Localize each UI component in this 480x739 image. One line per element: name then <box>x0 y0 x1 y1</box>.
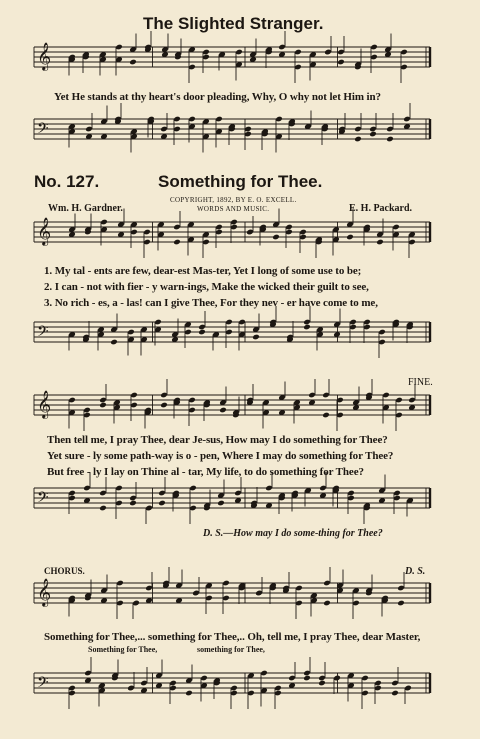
verse-b-line-1: Then tell me, I pray Thee, dear Je-sus, How may I do something for Thee? <box>47 434 388 446</box>
svg-text:𝄢: 𝄢 <box>37 674 49 695</box>
svg-text:𝄞: 𝄞 <box>37 217 52 245</box>
svg-text:𝄢: 𝄢 <box>37 323 49 344</box>
verse-a-line-2: 2. I can - not with fier - y warn-ings, Make the wicked their guilt to see, <box>44 281 369 293</box>
svg-text:𝄢: 𝄢 <box>37 489 49 510</box>
ds-mark: D. S. <box>405 566 426 577</box>
verse-b-line-2: Yet sure - ly some path-way is o - pen, Where I may do something for Thee? <box>47 450 394 462</box>
hymn-title: Something for Thee. <box>158 172 323 191</box>
verse-a-line-1: 1. My tal - ents are few, dear-est Mas-ter, Yet I long of some use to be; <box>44 265 362 277</box>
svg-text:𝄞: 𝄞 <box>37 578 52 606</box>
prev-hymn-lyric: Yet He stands at thy heart's door pleading, Why, O why not let Him in? <box>54 91 381 103</box>
chorus-label: CHORUS. <box>44 566 85 576</box>
fine-mark: FINE. <box>408 377 433 388</box>
chorus-echo-2: something for Thee, <box>197 645 265 654</box>
verse-b-line-3: But free - ly I lay on Thine al - tar, My life, to do something for Thee? <box>47 466 364 478</box>
ds-note: D. S.—How may I do some-thing for Thee? <box>203 528 383 539</box>
verse-a-line-3: 3. No rich - es, a - las! can I give Thee, For they nev - er have come to me, <box>44 297 378 309</box>
svg-text:𝄞: 𝄞 <box>37 42 52 70</box>
composer: E. H. Packard. <box>349 203 413 214</box>
chorus-lyric: Something for Thee,... something for Thee,.. Oh, tell me, I pray Thee, dear Master, <box>44 631 421 643</box>
chorus-echo-1: Something for Thee, <box>88 645 158 654</box>
hymn-number: No. 127. <box>34 172 100 191</box>
svg-text:𝄞: 𝄞 <box>37 390 52 418</box>
svg-text:𝄢: 𝄢 <box>37 120 49 141</box>
prev-hymn-title: The Slighted Stranger. <box>143 14 324 33</box>
words-music: WORDS AND MUSIC. <box>197 205 270 213</box>
copyright: COPYRIGHT, 1892, BY E. O. EXCELL. <box>170 196 297 204</box>
lyricist: Wm. H. Gardner. <box>48 203 123 214</box>
